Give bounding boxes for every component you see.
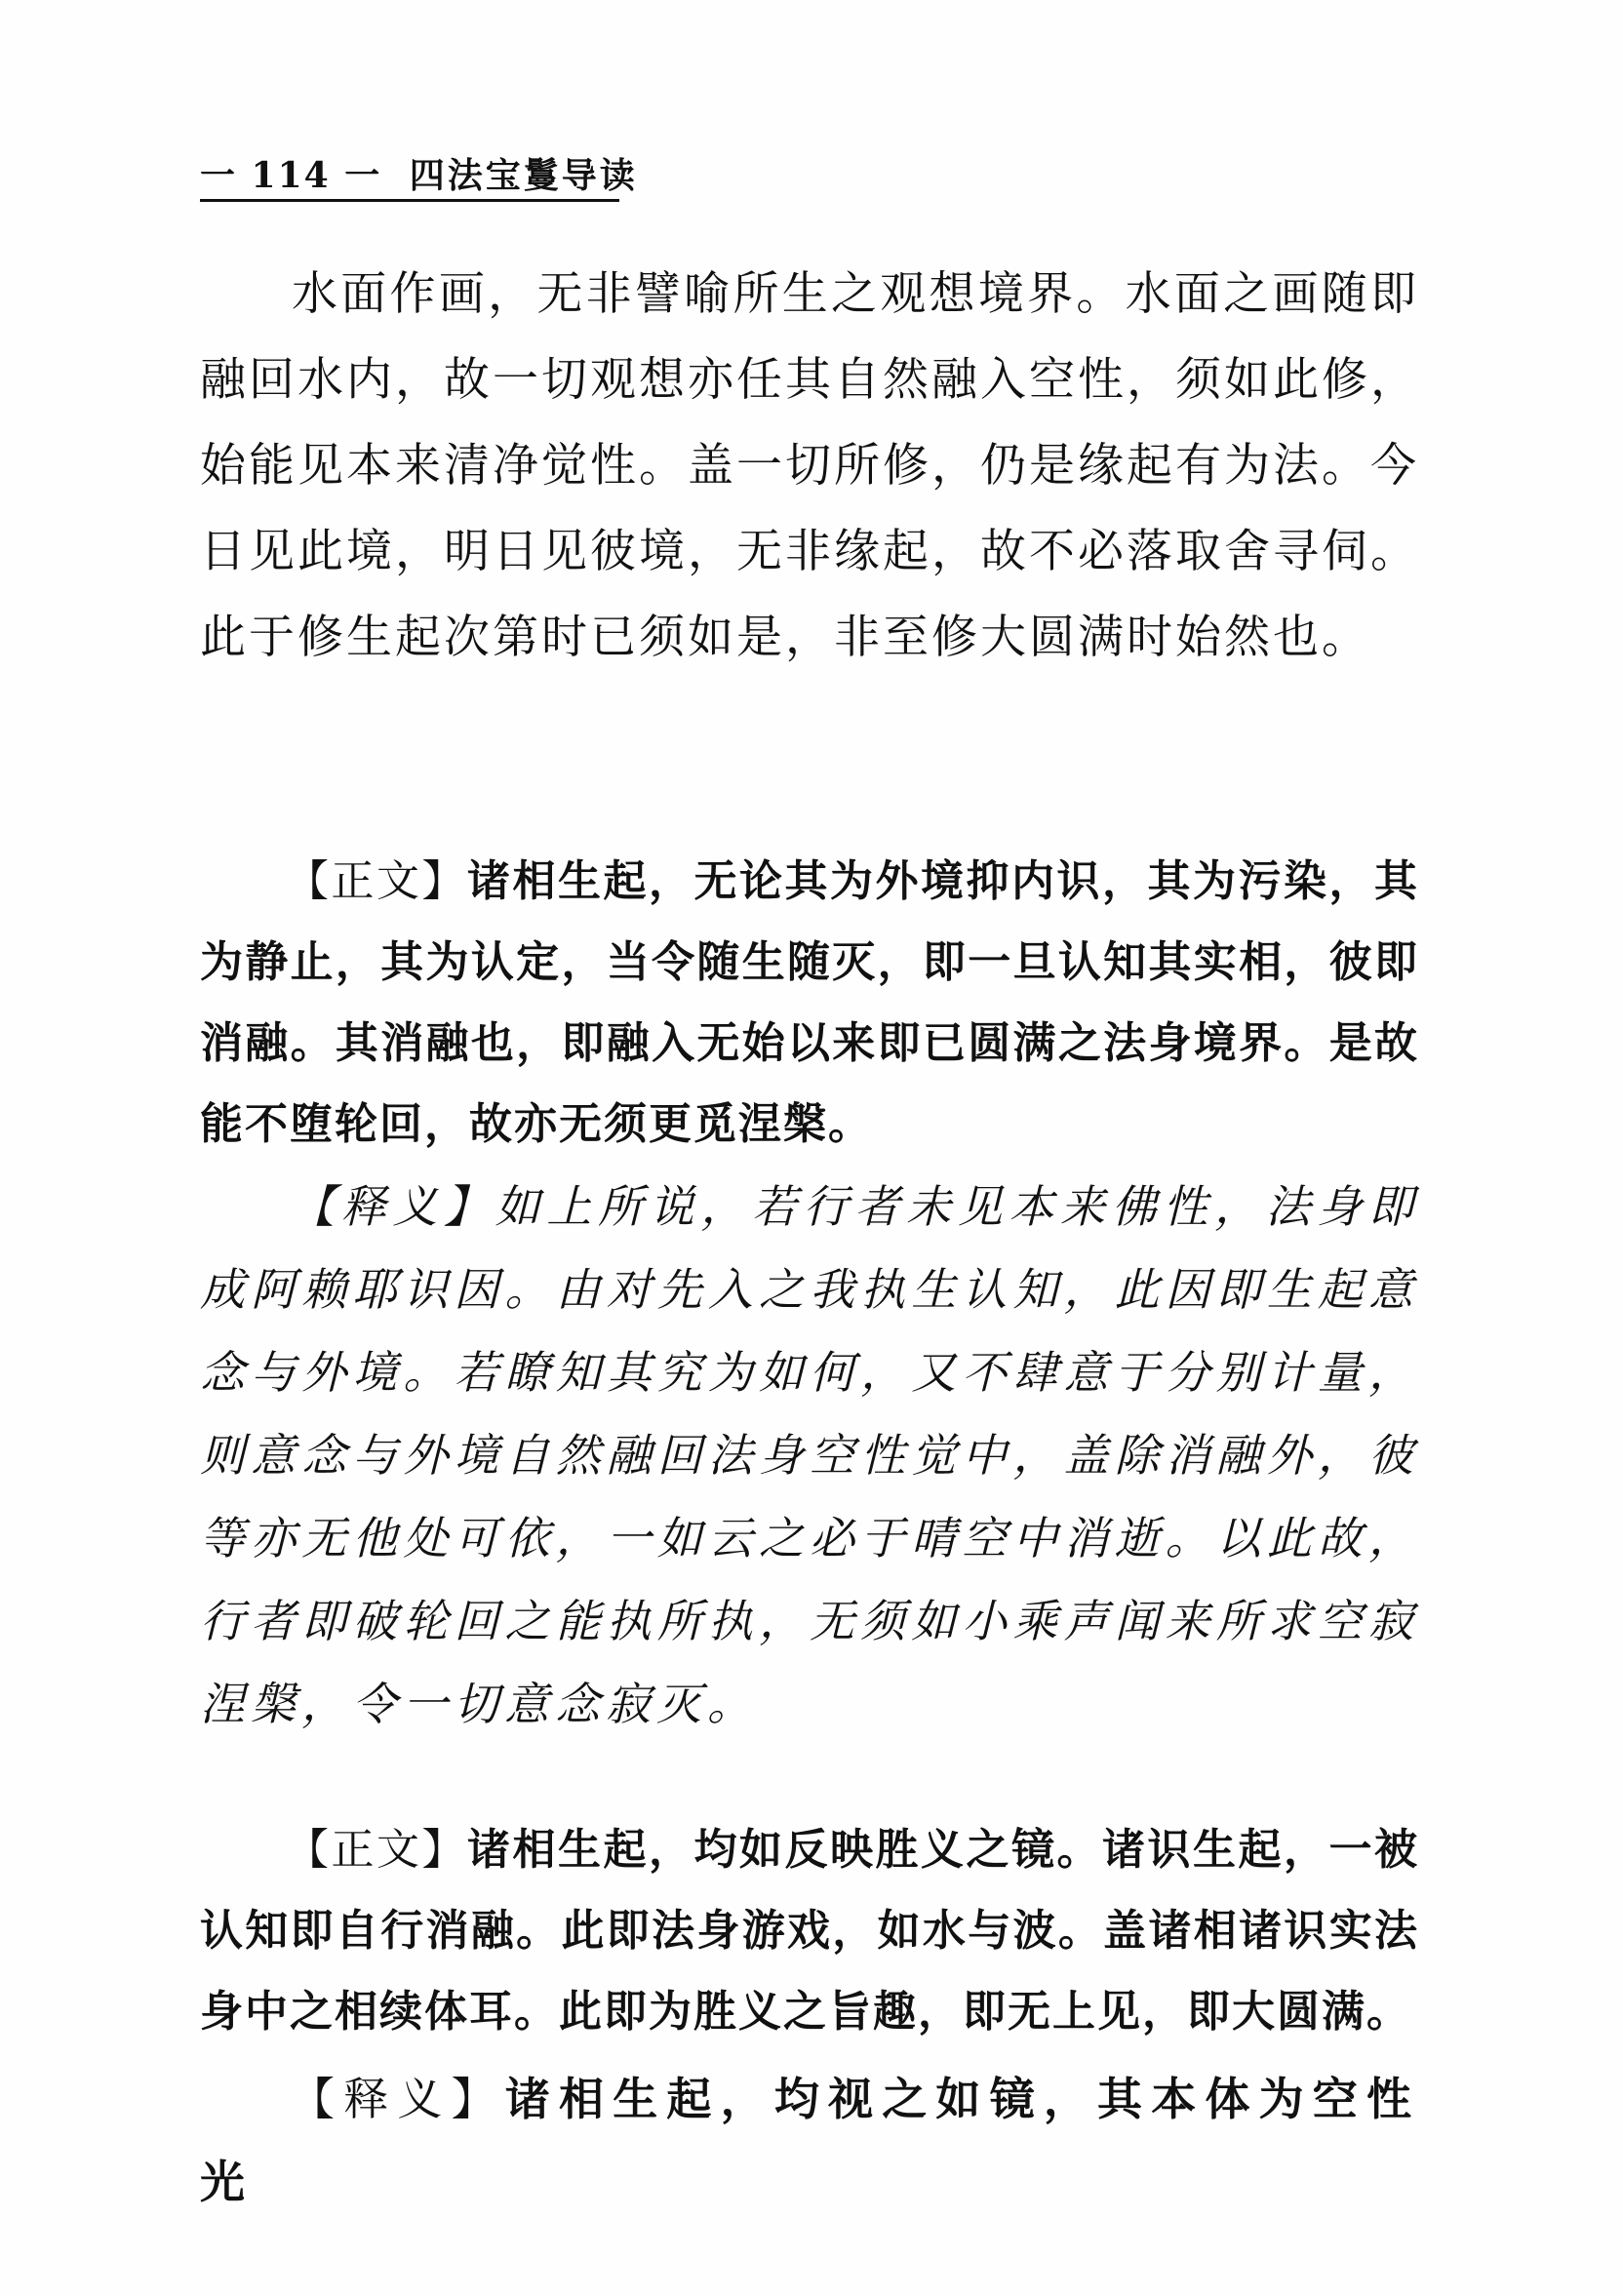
- commentary-paragraph: [200, 1166, 1419, 1746]
- main-text-label: 【正文】: [286, 856, 467, 906]
- commentary-paragraph: [200, 2058, 1419, 2224]
- page-number: 一 114 一: [200, 155, 382, 196]
- main-text-section-1: [200, 841, 1419, 1165]
- main-text-content: 诸相生起，无论其为外境抑内识，其为污染，其为静止，其为认定，当令随生随灭，即一旦认知其实相，彼即消融。其消融也，即融入无始以来即已圆满之法身境界。是故能不堕轮回，故亦无须更觅涅槃。: [200, 856, 1419, 1149]
- main-text-paragraph: [200, 1809, 1419, 2052]
- commentary-section-1: [200, 1166, 1419, 1746]
- commentary-section-2: [200, 2058, 1419, 2224]
- paragraph-text: 水面作画，无非譬喻所生之观想境界。水面之画随即融回水内，故一切观想亦任其自然融入空性，须如此修，始能见本来清净觉性。盖一切所修，仍是缘起有为法。今日见此境，明日见彼境，无非缘起，故不必落取舍寻伺。此于修生起次第时已须如是，非至修大圆满时始然也。: [200, 267, 1419, 664]
- commentary-label: 【释义】: [290, 1180, 495, 1233]
- paragraph-water-painting: [200, 252, 1419, 681]
- main-text-section-2: [200, 1809, 1419, 2052]
- main-text-label: 【正文】: [286, 1825, 467, 1875]
- running-head: [200, 146, 1419, 205]
- book-title: 四法宝鬘导读: [409, 155, 638, 196]
- main-text-paragraph: [200, 841, 1419, 1165]
- header-rule: [200, 199, 619, 202]
- commentary-label: 【释义】: [290, 2073, 505, 2125]
- main-text-content: 诸相生起，均如反映胜义之镜。诸识生起，一被认知即自行消融。此即法身游戏，如水与波。盖诸相诸识实法身中之相续体耳。此即为胜义之旨趣，即无上见，即大圆满。: [200, 1825, 1419, 2037]
- commentary-content: 如上所说，若行者未见本来佛性，法身即成阿赖耶识因。由对先入之我执生认知，此因即生起意念与外境。若瞭知其究为如何，又不肆意于分别计量，则意念与外境自然融回法身空性觉中，盖除消融外，彼等亦无他处可依，一如云之必于晴空中消逝。以此故，行者即破轮回之能执所执，无须如小乘声闻来所求空寂涅槃，令一切意念寂灭。: [200, 1180, 1420, 1730]
- commentary-content: 诸相生起，均视之如镜，其本体为空性光: [200, 2073, 1420, 2208]
